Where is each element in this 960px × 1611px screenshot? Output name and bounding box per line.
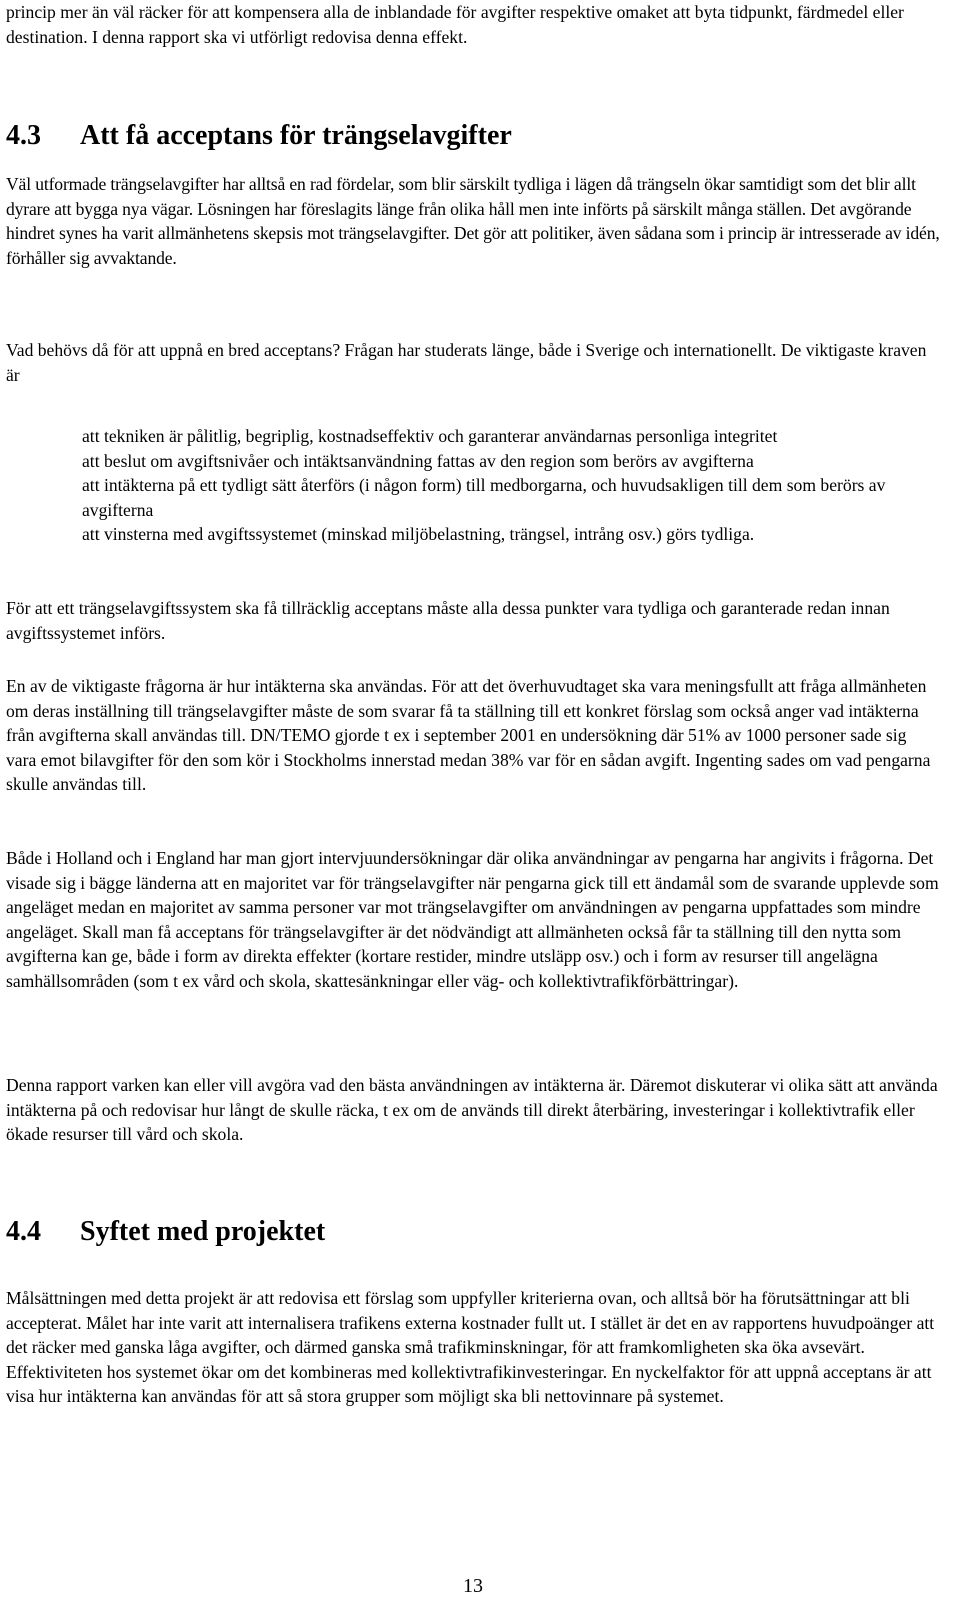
paragraph-revenue-use: En av de viktigaste frågorna är hur intäkterna ska användas. För att det överhuvudtaget ska vara meningsfullt att fråga allmänheten om deras inställning till trängselavgifter måste de som svarar få ta ställning till ett konkret förslag som också anger vad intäkterna från avgifterna skall användas till. DN/TEMO gjorde t ex i september 2001 en undersökning där 51% av 1000 personer sade sig vara emot bilavgifter för den som kör i Stockholms innerstad medan 38% var för en sådan avgift. Ingenting sades om vad pengarna skulle användas till. — [6, 676, 931, 795]
page-number: 13 — [463, 1575, 483, 1597]
section-number: 4.4 — [6, 1216, 41, 1247]
section-title: Syftet med projektet — [80, 1216, 326, 1247]
paragraph-acceptance-conditions: För att ett trängselavgiftssystem ska få tillräcklig acceptans måste alla dessa punkter vara tydliga och garanterade redan innan avgiftssystemet införs. — [6, 598, 890, 643]
list-item: att intäkterna på ett tydligt sätt återförs (i någon form) till medborgarna, och huvudsakligen till dem som berörs av avgifterna — [82, 475, 886, 520]
paragraph-report-scope: Denna rapport varken kan eller vill avgöra vad den bästa användningen av intäkterna är. Däremot diskuterar vi olika sätt att använda intäkterna på och redovisar hur långt de skulle räcka, t ex om de används till direkt återbäring, investeringar i kollektivtrafik eller ökade resurser till vård och skola. — [6, 1075, 938, 1145]
intro-paragraph: princip mer än väl räcker för att kompensera alla de inblandade för avgifter respektive omaket att byta tidpunkt, färdmedel eller destination. I denna rapport ska vi utförligt redovisa denna effekt. — [6, 2, 904, 47]
paragraph-holland-england: Både i Holland och i England har man gjort intervjuundersökningar där olika användningar av pengarna har angivits i frågorna. Det visade sig i bägge länderna att en majoritet var för trängselavgifter när pengarna gick till ett ändamål som de svarande upplevde som angeläget medan en majoritet av samma personer var mot trängselavgifter om användningen av pengarna uppfattades som mindre angeläget. Skall man få acceptans för trängselavgifter är det nödvändigt att allmänheten också får ta ställning till den nytta som avgifterna kan ge, både i form av direkta effekter (kortare restider, mindre utsläpp osv.) och i form av resurser till angelägna samhällsområden (som t ex vård och skola, skattesänkningar eller väg- och kollektivtrafikförbättringar). — [6, 848, 939, 991]
paragraph-acceptance-intro: Väl utformade trängselavgifter har alltså en rad fördelar, som blir särskilt tydliga i lägen då trängseln ökar samtidigt som det blir allt dyrare att bygga nya vägar. Lösningen har föreslagits länge från olika håll men inte införts på särskilt många ställen. Det avgörande hindret synes ha varit allmänhetens skepsis mot trängselavgifter. Det gör att politiker, även sådana som i princip är intresserade av idén, förhåller sig avvaktande. — [6, 174, 940, 268]
list-item: att tekniken är pålitlig, begriplig, kostnadseffektiv och garanterar användarnas personliga integritet — [82, 426, 778, 446]
list-item: att vinsterna med avgiftssystemet (minskad miljöbelastning, trängsel, intrång osv.) görs tydliga. — [82, 524, 755, 545]
section-heading-4-4 — [6, 1216, 325, 1248]
section-title: Att få acceptans för trängselavgifter — [80, 120, 512, 151]
section-number: 4.3 — [6, 120, 41, 151]
paragraph-requirements-question: Vad behövs då för att uppnå en bred acceptans? Frågan har studerats länge, både i Sverige och internationellt. De viktigaste kraven är — [6, 340, 927, 385]
list-item: att beslut om avgiftsnivåer och intäktsanvändning fattas av den region som berörs av avgifterna — [82, 450, 754, 471]
requirements-list — [82, 424, 940, 547]
paragraph-project-goal: Målsättningen med detta projekt är att redovisa ett förslag som uppfyller kriterierna ovan, och alltså bör ha förutsättningar att bli accepterat. Målet har inte varit att internalisera trafikens externa kostnader fullt ut. I stället är det en av rapportens huvudpoänger att det räcker med ganska låga avgifter, och därmed ganska små trafikminskningar, för att framkomligheten ska öka avsevärt. Effektiviteten hos systemet ökar om det kombineras med kollektivtrafikinvesteringar. En nyckelfaktor för att uppnå acceptans är att visa hur intäkterna kan användas för att så stora grupper som möjligt ska bli nettovinnare på systemet. — [6, 1288, 935, 1407]
section-heading-4-3 — [6, 120, 512, 152]
